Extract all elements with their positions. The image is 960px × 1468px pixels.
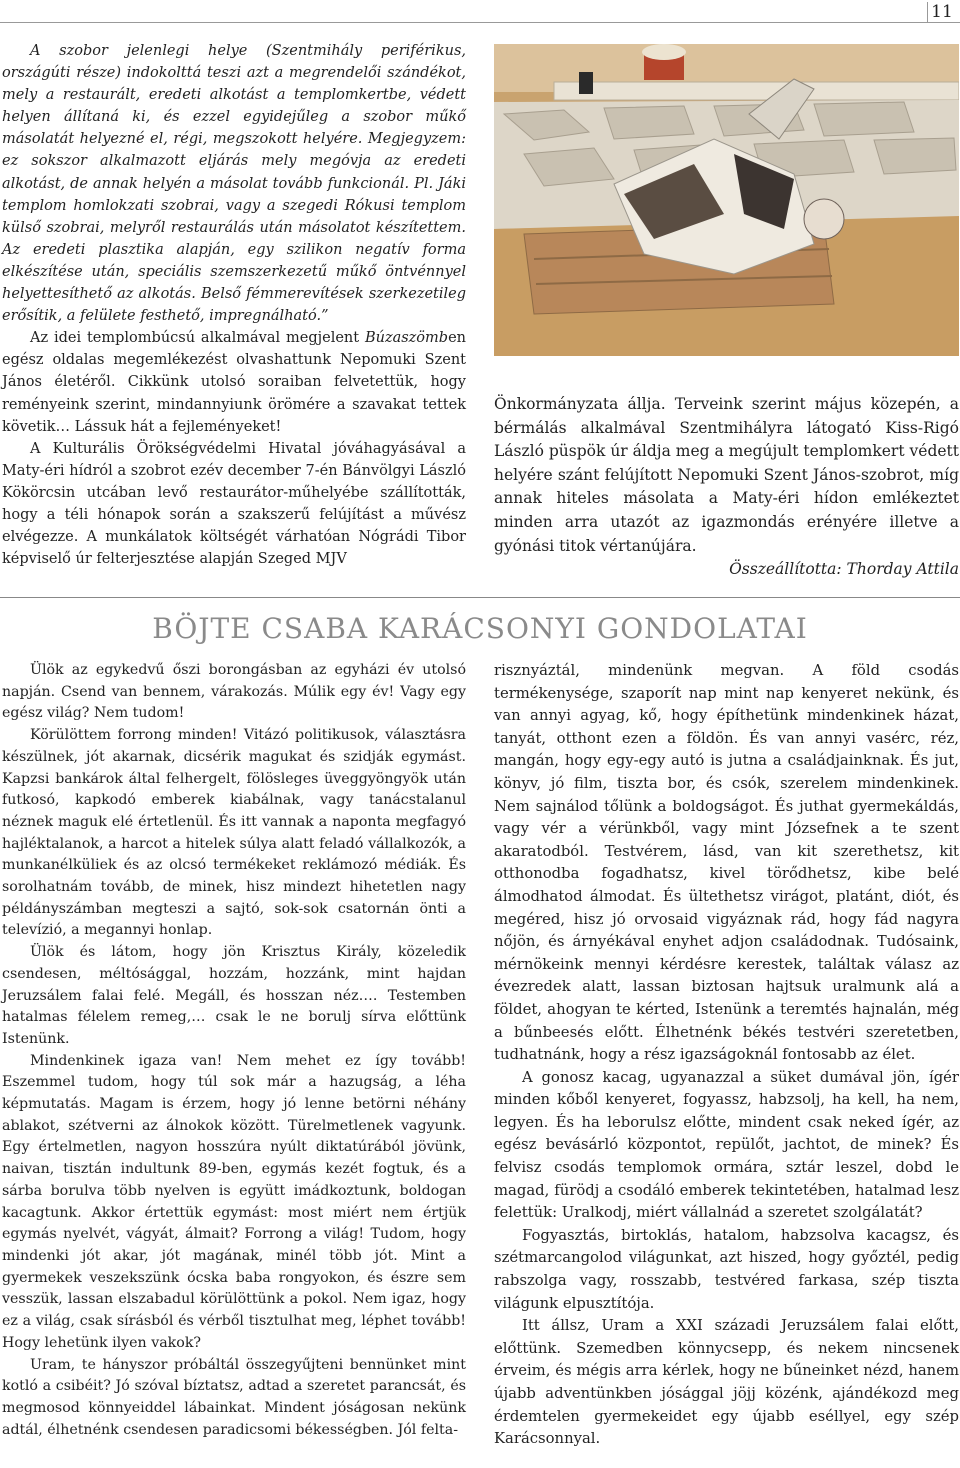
publication-name: Búzaszömb: [364, 330, 449, 347]
article1-paragraph: [2, 327, 466, 437]
article2-paragraph: Mindenkinek igaza van! Nem mehet ez így tovább! Eszemmel tudom, hogy túl sok már a hazugság, a léha képmutatás. Magam is érzem, hogy jó lenne betörni néhány ablakot, szétverni az álnokok között. Türelmetlenek vagyunk. Egy értelmetlen, nagyon hosszúra nyúlt diktatúrából jövünk, naivan, tisztán indultunk 89-ben, egymás kezét fogtuk, és a sárba borulva több nyelven is együtt imádkoztunk, boldogan kacagtunk. Akkor értettük egymást: most miért nem értjük egymás nyelvét, vágyát, álmait? Forrong a világ! Tudom, hogy mindenki jót akar, jót magának, minél több jót. Mint a gyermekek veszekszünk ócska baba rongyokon, és észre sem vesszük, lassan elszabadul körülöttünk a pokol. Nem igaz, hogy ez a világ, csak sírásból és vérből tisztulhat meg, léphet tovább! Hogy lehetünk ilyen vakok?: [2, 1052, 466, 1351]
article2-paragraph: Uram, te hányszor próbáltál összegyűjteni bennünket mint kotló a csibéit? Jó szóval bíztatsz, adtad a szeretet parancsát, és megmosod könnyeiddel lábainkat. Mindent jóságosan nekünk adtál, élhetnénk csendesen paradicsomi békességben. Jól felta-: [2, 1356, 466, 1438]
text-run: Az idei templombúcsú alkalmával megjelent: [30, 330, 365, 347]
article2-paragraph: Ülök és látom, hogy jön Krisztus Király, közeledik csendesen, méltósággal, hozzám, hozzánk, mint hajdan Jeruzsálem falai felé. Megáll, és hosszan néz…. Testemben hatalmas félelem remeg,… csak le ne borulj sírva előttünk Istenünk.: [2, 944, 466, 1047]
article1-italic-quote: A szobor jelenlegi helye (Szentmihály periférikus, országúti része) indokolttá teszi azt a megrendelői szándékot, mely a restaurált, eredeti alkotást a templomkertbe, védett helyen állítaná ki, és ezzel egyidejűleg a szobor műkő másolatát helyezné el, régi, megszokott helyére. Megjegyzem: ez sokszor alkalmazott eljárás mely megóvja az eredeti alkotást, de annak helyén a másolat tovább funkcionál. Pl. Jáki templom homlokzati szobrai, vagy a szegedi Rókusi templom külső szobrai, melyről restaurálás után másolatot készítettem. Az eredeti plasztika alapján, egy szilikon negatív forma elkészítése után, speciális szemszerkezetű műkő öntvénnyel helyettesíthető az alkotás. Belső fémmerevítések szerkezetileg erősítik, a felülete festhető, impregnálható.”: [2, 43, 466, 325]
author-signature: Összeállította: Thorday Attila: [729, 560, 959, 579]
article2-paragraph: Körülöttem forrong minden! Vitázó politikusok, választásra készülnek, jót akarnak, dicsérik magukat és szidják egymást. Kapzsi bankárok által felhergelt, fölösleges üveggyöngyök után futkosó, kapkodó emberek kiabálnak, vagy tanácstalanul néznek maguk elé értetlenül. És itt vannak a naponta megfagyó hajléktalanok, a harcot a hitelek súlya alatt feladó vállalkozók, a munkanélküliek és az olcsó termékeket reklámozó médiák. És sorolhatnám tovább, de minek, hisz mindezt hihetetlen nagy példányszámban megteszi a sajtó, sok-sok csatornán önti a televízió, a megannyi honlap.: [2, 727, 466, 939]
article2-paragraph: A gonosz kacag, ugyanazzal a süket dumával jön, ígér minden kőből kenyeret, fogyassz, habzsolj, ha kell, ha nem, legyen. És ha leborulsz előtte, mindent csak neked ígér, az egész bevásárló központot, repülőt, jachtot, de minek? És felvisz csodás templomok ormára, sztár leszel, dobd le magad, fürödj a csodáló emberek tekintetében, hatalmad lesz felettük: Uralkodj, miért vállalnád a szeretet szolgálatát?: [494, 1068, 959, 1222]
text-run: en egész oldalas megemlékezést olvashattunk Nepomuki Szent János életéről. Cikkünk utolsó soraiban felvetettük, hogy reményeink szerint, mindannyiunk örömére a szavakat tettek követik… Lássuk hát a fejleményeket!: [2, 330, 466, 435]
statue-photo: [494, 44, 959, 356]
article2-paragraph: Itt állsz, Uram a XXI századi Jeruzsálem falai előtt, előttünk. Szemedben könnycsepp, és nekem nincsenek érveim, és mégis arra kérlek, hogy ne bűneinket nézd, hanem újabb adventünkben jósággal jöjj közénk, ajándékozd meg érdemtelen gyermekeidet egy újabb eséllyel, egy szép Karácsonnyal.: [494, 1317, 959, 1448]
page-number: 11: [927, 2, 956, 22]
article2-paragraph: Ülök az egykedvű őszi borongásban az egyházi év utolsó napján. Csend van bennem, várakozás. Múlik egy év! Vagy egy egész világ? Nem tudom!: [2, 662, 466, 722]
article2-paragraph: risznyáztál, mindenünk megvan. A föld csodás termékenysége, szaporít nap mint nap kenyeret nekünk, és van annyi agyag, kő, hogy építhetünk mindenkinek házat, tanyát, otthont ezen a földön. És van annyi vasérc, réz, mangán, hogy egy-egy autó is jutna a családjainknak. És jut, könyv, jó film, tiszta bor, és csók, szerelem mindenkinek. Nem sajnálod tőlünk a boldogságot. És juthat gyermekáldás, vagy vér a vérünkből, vagy mint Józsefnek a te szent akaratodból. Testvérem, lásd, van kit szerethetsz, kit otthonodba fogadhatsz, kivel törődhetsz, kibe belé álmodhatod álmodat. És ültethetsz virágot, platánt, diót, és megéred, hisz jó orvosaid vigyáznak rád, hogy fád nagyra nőjön, és árnyékával enyhet adjon családodnak. Tudósaink, mérnökeink mennyi kérdésre kerestek, találtak válasz az évezredek alatt, lassan biztosan hajtsuk uralmunk alá a földet, ahogyan te kérted, Istenünk a teremtés hajnalán, még a bűnbeesés előtt. Élhetnénk békés testvéri szeretetben, tudhatnánk, hogy a rész igazságoknál fontosabb az élet.: [494, 662, 959, 1064]
header-rule: [0, 22, 960, 23]
article1-paragraph: A Kulturális Örökségvédelmi Hivatal jóváhagyásával a Maty-éri hídról a szobrot ezév december 7-én Bánvölgyi László Kökörcsin utcában levő restaurátor-műhelyébe szállították, hogy a téli hónapok során a szakszerű felújítást a művész elvégezze. A munkálatok költségét várhatóan Nógrádi Tibor képviselő úr felterjesztése alapján Szeged MJV: [2, 440, 466, 568]
article-divider: [0, 597, 960, 598]
statue-photo-illustration: [494, 44, 959, 356]
article1-left-column: [2, 40, 466, 570]
article2-left-column: [2, 660, 466, 1441]
article1-paragraph: Önkormányzata állja. Terveink szerint május közepén, a bérmálás alkalmával Szentmihályra látogató Kiss-Rigó László püspök úr áldja meg a megújult templomkert védett helyére szánt felújított Nepomuki Szent János-szobrot, míg annak hiteles másolata a Maty-éri hídon emlékeztet minden arra utazót az igazmondás erényére illetve a gyónási titok vértanújára.: [494, 395, 959, 555]
article2-right-column: [494, 660, 959, 1451]
article1-right-column: [494, 393, 959, 582]
article2-paragraph: Fogyasztás, birtoklás, hatalom, habzsolva kacagsz, és szétmarcangolod világunkat, azt hiszed, hogy győztél, pedig rabszolga vagy, rosszabb, testvéred farkasa, szép tiszta világunk elpusztítója.: [494, 1226, 959, 1312]
article2-title: BÖJTE CSABA KARÁCSONYI GONDOLATAI: [152, 612, 808, 645]
